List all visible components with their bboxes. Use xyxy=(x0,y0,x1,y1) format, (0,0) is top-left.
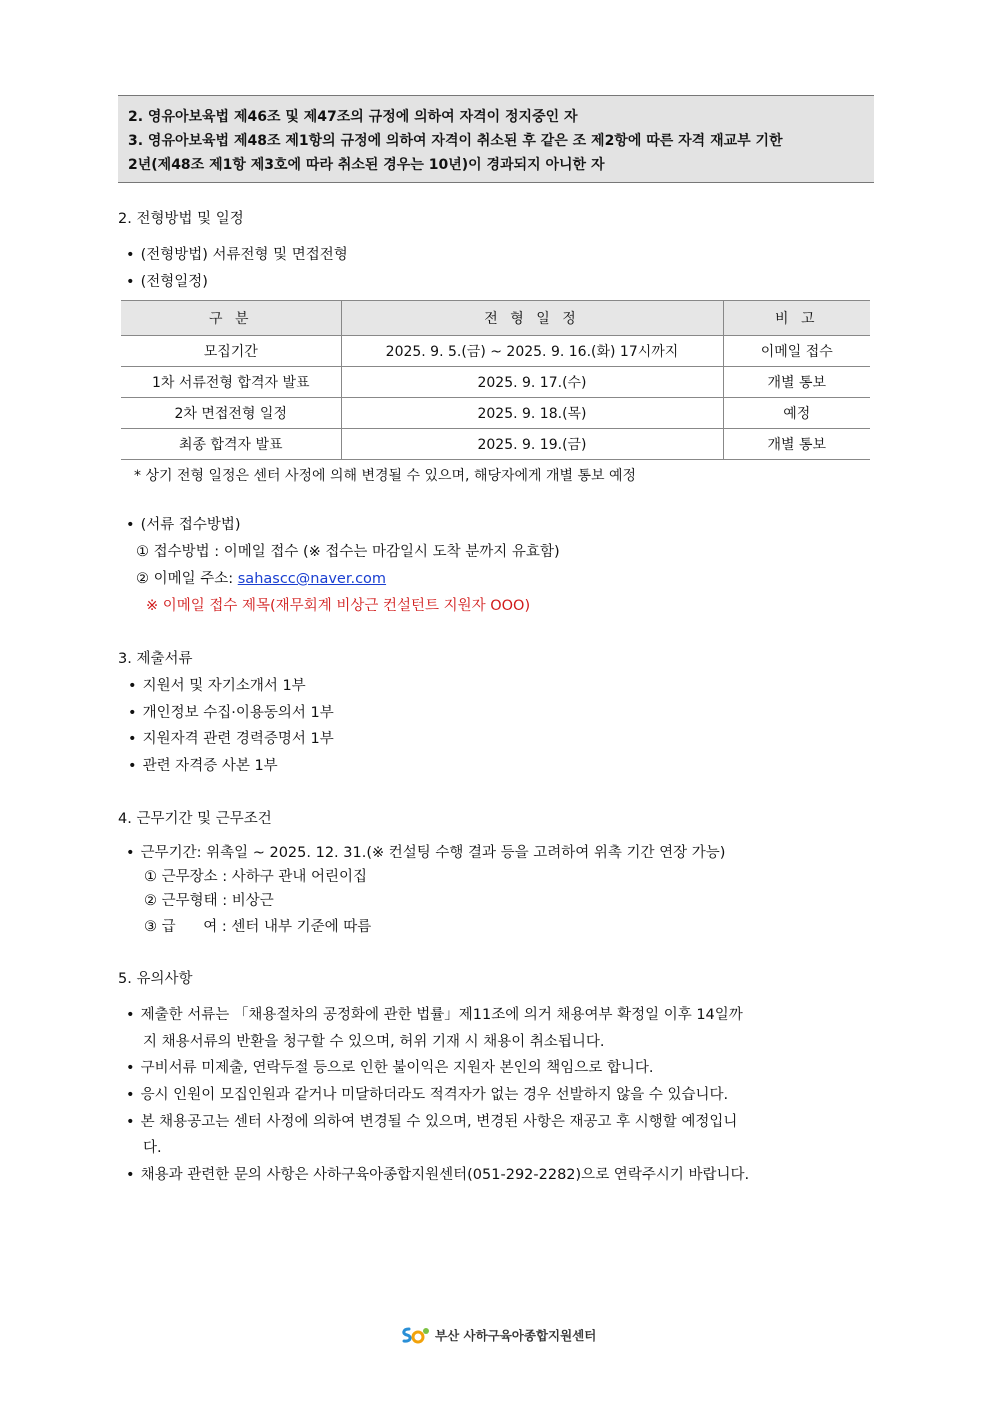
table-cell: 개별 통보 xyxy=(723,429,870,460)
list-item: • 관련 자격증 사본 1부 xyxy=(128,756,278,776)
table-cell: 2025. 9. 5.(금) ~ 2025. 9. 16.(화) 17시까지 xyxy=(341,336,723,367)
caution-item-4-line-1: • 본 채용공고는 센터 사정에 의하여 변경될 수 있으며, 변경된 사항은 재공고 후 시행할 예정입니 xyxy=(126,1112,737,1132)
header-remarks: 비 고 xyxy=(723,301,870,336)
disqualification-notice-box xyxy=(118,95,874,183)
work-period: • 근무기간: 위촉일 ~ 2025. 12. 31.(※ 컨설팅 수행 결과 등을 고려하여 위촉 기간 연장 가능) xyxy=(126,843,725,863)
email-subject-warning: ※ 이메일 접수 제목(재무회계 비상근 컨설턴트 지원자 OOO) xyxy=(146,598,531,614)
email-link[interactable]: sahascc@naver.com xyxy=(237,571,387,587)
schedule-table xyxy=(121,300,870,460)
table-cell: 이메일 접수 xyxy=(723,336,870,367)
table-cell: 2025. 9. 17.(수) xyxy=(341,367,723,398)
notice-line-2: 3. 영유아보육법 제48조 제1항의 규정에 의하여 자격이 취소된 후 같은 조 제2항에 따른 자격 재교부 기한 xyxy=(128,133,783,149)
list-item: • 지원서 및 자기소개서 1부 xyxy=(128,676,306,696)
caution-item-3: • 응시 인원이 모집인원과 같거나 미달하더라도 적격자가 없는 경우 선발하지 않을 수 있습니다. xyxy=(126,1085,728,1105)
schedule-table-header-row xyxy=(121,301,870,336)
table-row xyxy=(121,398,870,429)
table-row xyxy=(121,429,870,460)
section-3-heading: 3. 제출서류 xyxy=(118,651,193,667)
section-2-heading: 2. 전형방법 및 일정 xyxy=(118,211,244,227)
caution-item-1-line-1: • 제출한 서류는 「채용절차의 공정화에 관한 법률」제11조에 의거 채용여부 확정일 이후 14일까 xyxy=(126,1005,743,1025)
header-schedule: 전 형 일 정 xyxy=(341,301,723,336)
submission-email-line xyxy=(136,569,386,589)
work-type: ② 근무형태 : 비상근 xyxy=(144,893,274,909)
caution-item-5: • 채용과 관련한 문의 사항은 사하구육아종합지원센터(051-292-2282)으로 연락주시기 바랍니다. xyxy=(126,1165,749,1185)
notice-line-1: 2. 영유아보육법 제46조 및 제47조의 규정에 의하여 자격이 정지중인 자 xyxy=(128,109,578,125)
list-item: • 지원자격 관련 경력증명서 1부 xyxy=(128,729,334,749)
table-cell: 2025. 9. 18.(목) xyxy=(341,398,723,429)
center-logo-icon xyxy=(399,1324,431,1346)
table-cell: 1차 서류전형 합격자 발표 xyxy=(121,367,341,398)
caution-item-2: • 구비서류 미제출, 연락두절 등으로 인한 불이익은 지원자 본인의 책임으로 합니다. xyxy=(126,1058,654,1078)
caution-item-4-line-2: 다. xyxy=(143,1140,162,1156)
submission-method-1: ① 접수방법 : 이메일 접수 (※ 접수는 마감일시 도착 분까지 유효함) xyxy=(136,544,560,560)
footer xyxy=(399,1323,596,1347)
work-location: ① 근무장소 : 사하구 관내 어린이집 xyxy=(144,869,368,885)
table-cell: 예정 xyxy=(723,398,870,429)
section-5-heading: 5. 유의사항 xyxy=(118,971,193,987)
table-cell: 최종 합격자 발표 xyxy=(121,429,341,460)
table-row xyxy=(121,336,870,367)
work-pay: ③ 급 여 : 센터 내부 기준에 따름 xyxy=(144,919,372,935)
list-item: • 개인정보 수집·이용동의서 1부 xyxy=(128,703,334,723)
table-cell: 2025. 9. 19.(금) xyxy=(341,429,723,460)
caution-item-1-line-2: 지 채용서류의 반환을 청구할 수 있으며, 허위 기재 시 채용이 취소됩니다. xyxy=(143,1034,605,1050)
table-cell: 2차 면접전형 일정 xyxy=(121,398,341,429)
footer-text: 부산 사하구육아종합지원센터 xyxy=(435,1328,597,1343)
selection-method: • (전형방법) 서류전형 및 면접전형 xyxy=(126,245,348,265)
table-cell: 개별 통보 xyxy=(723,367,870,398)
header-category: 구 분 xyxy=(121,301,341,336)
email-label: ② 이메일 주소: xyxy=(136,571,238,587)
notice-line-3: 2년(제48조 제1항 제3호에 따라 취소된 경우는 10년)이 경과되지 아니한 자 xyxy=(128,157,605,173)
schedule-note: * 상기 전형 일정은 센터 사정에 의해 변경될 수 있으며, 해당자에게 개별 통보 예정 xyxy=(134,468,637,484)
section-4-heading: 4. 근무기간 및 근무조건 xyxy=(118,811,272,827)
submission-method-label: • (서류 접수방법) xyxy=(126,515,241,535)
schedule-label: • (전형일정) xyxy=(126,272,208,292)
table-row xyxy=(121,367,870,398)
table-cell: 모집기간 xyxy=(121,336,341,367)
